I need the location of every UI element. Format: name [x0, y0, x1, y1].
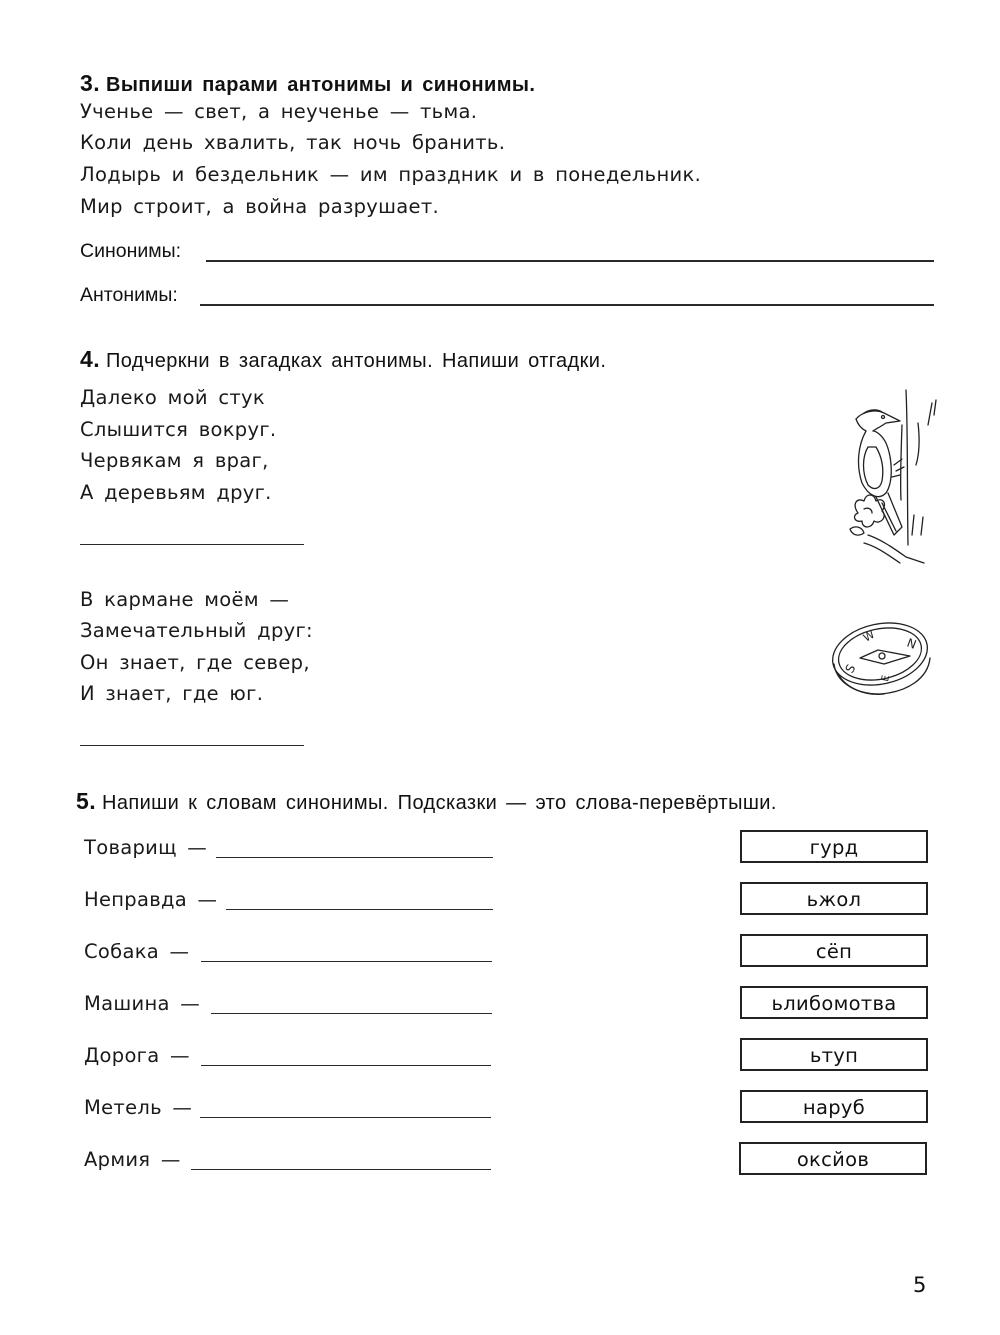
- hint-word: ьтуп: [809, 1044, 859, 1067]
- word-label: Неправда —: [84, 888, 218, 911]
- word-label: Армия —: [84, 1148, 181, 1171]
- word-answer-line[interactable]: [201, 961, 492, 962]
- riddle-1-line: Слышится вокруг.: [80, 418, 277, 441]
- hint-box: [739, 1142, 927, 1175]
- task-3-number: 3.: [80, 70, 100, 96]
- proverb-line: Мир строит, а война разрушает.: [80, 195, 439, 218]
- antonyms-label: Антонимы:: [80, 284, 178, 306]
- hint-word: ьлибомотва: [771, 992, 897, 1015]
- woodpecker-icon: [828, 385, 948, 565]
- riddle-2-line: В кармане моём —: [80, 588, 290, 611]
- word-answer-line[interactable]: [191, 1169, 491, 1170]
- word-answer-line[interactable]: [201, 1065, 491, 1066]
- riddle-2-line: Замечательный друг:: [80, 619, 313, 642]
- hint-box: [740, 1038, 928, 1071]
- hint-box: [740, 830, 928, 863]
- word-label: Собака —: [84, 940, 190, 963]
- hint-box: [740, 934, 928, 967]
- riddle-1-answer-line[interactable]: [80, 544, 304, 545]
- compass-icon: [828, 618, 938, 700]
- hint-box: [740, 986, 928, 1019]
- word-label: Товарищ —: [84, 836, 208, 859]
- proverb-line: Лодырь и бездельник — им праздник и в понедельник.: [80, 163, 702, 186]
- riddle-2-line: И знает, где юг.: [80, 682, 264, 705]
- svg-text:W: W: [861, 627, 877, 645]
- task-4-heading: [80, 346, 606, 373]
- svg-text:S: S: [842, 661, 859, 676]
- task-5-number: 5.: [76, 788, 96, 814]
- riddle-1-line: А деревьям друг.: [80, 481, 272, 504]
- word-answer-line[interactable]: [216, 857, 493, 858]
- word-label: Метель —: [84, 1096, 193, 1119]
- task-4-number: 4.: [80, 346, 100, 372]
- riddle-1-line: Далеко мой стук: [80, 386, 265, 409]
- word-answer-line[interactable]: [211, 1013, 492, 1014]
- word-label: Машина —: [84, 992, 201, 1015]
- hint-word: гурд: [809, 836, 859, 859]
- hint-box: [740, 1090, 928, 1123]
- page-number: 5: [913, 1273, 927, 1297]
- task-5-instruction: Напиши к словам синонимы. Подсказки — это слова-перевёртыши.: [101, 792, 777, 814]
- synonyms-answer-line[interactable]: [206, 260, 934, 262]
- proverb-line: Ученье — свет, а неученье — тьма.: [80, 100, 478, 123]
- svg-text:E: E: [880, 674, 893, 683]
- riddle-2-line: Он знает, где север,: [80, 651, 310, 674]
- hint-word: сёп: [815, 940, 853, 963]
- task-4-instruction: Подчеркни в загадках антонимы. Напиши отгадки.: [105, 350, 607, 372]
- word-answer-line[interactable]: [226, 909, 493, 910]
- synonyms-label: Синонимы:: [80, 240, 182, 262]
- svg-text:N: N: [904, 635, 919, 652]
- hint-box: [740, 882, 928, 915]
- riddle-2-answer-line[interactable]: [80, 745, 304, 746]
- hint-word: ьжол: [806, 888, 862, 911]
- riddle-1-line: Червякам я враг,: [80, 449, 269, 472]
- proverb-line: Коли день хвалить, так ночь бранить.: [80, 131, 506, 154]
- word-answer-line[interactable]: [200, 1117, 491, 1118]
- antonyms-answer-line[interactable]: [200, 304, 934, 306]
- task-5-heading: [76, 788, 777, 815]
- hint-word: оксйов: [796, 1148, 870, 1171]
- word-label: Дорога —: [84, 1044, 190, 1067]
- task-3-instruction: Выпиши парами антонимы и синонимы.: [105, 74, 536, 96]
- hint-word: наруб: [802, 1096, 866, 1119]
- task-3-heading: [80, 70, 535, 97]
